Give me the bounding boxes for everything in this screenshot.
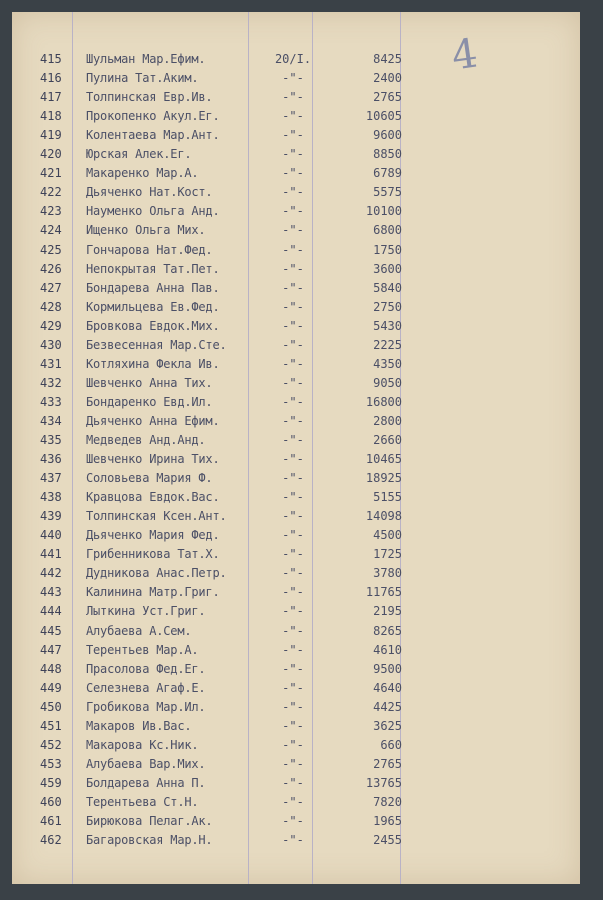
row-name: Кравцова Евдок.Вас. <box>86 490 220 505</box>
row-name: Гробикова Мар.Ил. <box>86 699 206 714</box>
row-name: Терентьева Ст.Н. <box>86 794 199 809</box>
row-amount: 10100 <box>365 204 402 219</box>
row-num: 428 <box>40 299 62 314</box>
row-num: 435 <box>40 433 62 447</box>
row-num: 441 <box>40 547 62 562</box>
table-row <box>12 831 412 850</box>
row-num: 436 <box>40 452 62 467</box>
row-amount: 16800 <box>365 394 402 409</box>
row-num: 426 <box>40 261 62 276</box>
row-name: Терентьев Мар.А. <box>86 642 199 657</box>
row-num: 444 <box>40 604 62 619</box>
row-num: 462 <box>40 833 62 848</box>
table-row <box>12 641 412 660</box>
row-date: -"- <box>282 775 304 790</box>
row-num: 432 <box>40 375 62 390</box>
table-row <box>12 202 412 221</box>
row-date: -"- <box>282 299 304 314</box>
row-amount: 1965 <box>373 814 402 828</box>
row-amount: 3780 <box>373 566 402 581</box>
row-date: -"- <box>282 280 304 295</box>
row-num: 424 <box>40 223 62 238</box>
row-date: -"- <box>282 699 304 714</box>
row-amount: 4500 <box>373 528 402 543</box>
table-row <box>12 564 412 583</box>
table-row <box>12 812 412 831</box>
row-amount: 8425 <box>373 52 402 66</box>
row-amount: 660 <box>380 737 402 752</box>
table-row <box>12 583 412 602</box>
row-num: 421 <box>40 166 62 181</box>
row-date: -"- <box>282 737 304 752</box>
table-row <box>12 183 412 202</box>
table-row <box>12 221 412 240</box>
row-num: 429 <box>40 318 62 333</box>
row-name: Дудникова Анас.Петр. <box>86 566 227 581</box>
row-date: -"- <box>282 185 304 200</box>
row-amount: 8265 <box>373 623 402 638</box>
table-row <box>12 660 412 679</box>
table-row <box>12 488 412 507</box>
row-amount: 2765 <box>373 756 402 771</box>
row-amount: 8850 <box>373 147 402 162</box>
table-row <box>12 736 412 755</box>
table-row <box>12 241 412 260</box>
row-date: -"- <box>282 490 304 505</box>
row-date: -"- <box>282 680 304 695</box>
row-num: 431 <box>40 356 62 371</box>
row-amount: 4610 <box>373 642 402 657</box>
row-num: 440 <box>40 528 62 543</box>
row-amount: 1750 <box>373 242 402 257</box>
row-name: Дьяченко Анна Ефим. <box>86 413 220 428</box>
row-amount: 13765 <box>365 775 402 790</box>
row-name: Лыткина Уст.Григ. <box>86 604 206 619</box>
row-name: Непокрытая Тат.Пет. <box>86 261 220 276</box>
table-row <box>12 298 412 317</box>
page-number-mark: 4 <box>448 30 481 80</box>
row-num: 430 <box>40 337 62 352</box>
row-num: 450 <box>40 699 62 714</box>
table-row <box>12 412 412 431</box>
table-row <box>12 698 412 717</box>
table-row <box>12 793 412 812</box>
row-amount: 2455 <box>373 833 402 848</box>
row-num: 445 <box>40 623 62 638</box>
row-date: -"- <box>282 718 304 733</box>
row-name: Кормильцева Ев.Фед. <box>86 299 220 314</box>
row-date: -"- <box>282 242 304 257</box>
row-name: Безвесенная Мар.Сте. <box>86 337 227 352</box>
row-date: -"- <box>282 204 304 219</box>
table-row <box>12 260 412 279</box>
row-num: 427 <box>40 280 62 295</box>
table-row <box>12 88 412 107</box>
row-amount: 6800 <box>373 223 402 238</box>
table-row <box>12 145 412 164</box>
row-name: Шевченко Ирина Тих. <box>86 452 220 467</box>
row-date: -"- <box>282 394 304 409</box>
row-num: 420 <box>40 147 62 162</box>
row-name: Прокопенко Акул.Ег. <box>86 109 220 124</box>
row-date: -"- <box>282 471 304 486</box>
table-row <box>12 374 412 393</box>
row-date: -"- <box>282 585 304 600</box>
row-amount: 2765 <box>373 90 402 105</box>
row-amount: 2195 <box>373 604 402 619</box>
row-date: -"- <box>282 318 304 333</box>
row-name: Колентаева Мар.Ант. <box>86 128 220 143</box>
row-name: Калинина Матр.Григ. <box>86 585 220 600</box>
row-name: Алубаева А.Сем. <box>86 623 192 638</box>
table-row <box>12 50 412 69</box>
row-amount: 2225 <box>373 337 402 352</box>
row-num: 448 <box>40 661 62 676</box>
row-name: Макарова Кс.Ник. <box>86 737 199 752</box>
row-name: Бирюкова Пелаг.Ак. <box>86 814 213 828</box>
row-date: -"- <box>282 661 304 676</box>
table-row <box>12 717 412 736</box>
row-name: Болдарева Анна П. <box>86 775 206 790</box>
table-row <box>12 755 412 774</box>
row-num: 447 <box>40 642 62 657</box>
row-date: 20/I. <box>274 52 312 66</box>
row-amount: 14098 <box>365 509 402 524</box>
row-amount: 5840 <box>373 280 402 295</box>
table-row <box>12 317 412 336</box>
table-row <box>12 469 412 488</box>
row-date: -"- <box>282 509 304 524</box>
row-name: Соловьева Мария Ф. <box>86 471 213 486</box>
row-name: Толпинская Евр.Ив. <box>86 90 213 105</box>
row-date: -"- <box>282 356 304 371</box>
row-name: Багаровская Мар.Н. <box>86 833 213 848</box>
document-sheet <box>12 12 580 884</box>
row-num: 439 <box>40 509 62 524</box>
table-row <box>12 164 412 183</box>
row-num: 442 <box>40 566 62 581</box>
row-num: 415 <box>40 52 62 66</box>
table-row <box>12 355 412 374</box>
row-name: Макаренко Мар.А. <box>86 166 199 181</box>
table-row <box>12 602 412 621</box>
row-date: -"- <box>282 547 304 562</box>
row-amount: 5575 <box>373 185 402 200</box>
row-num: 449 <box>40 680 62 695</box>
row-name: Алубаева Вар.Мих. <box>86 756 206 771</box>
row-name: Бондаренко Евд.Ил. <box>86 394 213 409</box>
row-amount: 3600 <box>373 261 402 276</box>
row-num: 437 <box>40 471 62 486</box>
row-name: Дьяченко Нат.Кост. <box>86 185 213 200</box>
row-num: 425 <box>40 242 62 257</box>
row-name: Юрская Алек.Ег. <box>86 147 192 162</box>
row-num: 452 <box>40 737 62 752</box>
row-amount: 10465 <box>365 452 402 467</box>
row-num: 443 <box>40 585 62 600</box>
row-name: Макаров Ив.Вас. <box>86 718 192 733</box>
row-amount: 3625 <box>373 718 402 733</box>
row-name: Котляхина Фекла Ив. <box>86 356 220 371</box>
row-name: Ищенко Ольга Мих. <box>86 223 206 238</box>
row-num: 459 <box>40 775 62 790</box>
row-name: Науменко Ольга Анд. <box>86 204 220 219</box>
row-amount: 2750 <box>373 299 402 314</box>
row-name: Толпинская Ксен.Ант. <box>86 509 227 524</box>
row-amount: 18925 <box>365 471 402 486</box>
row-name: Шульман Мар.Ефим. <box>86 52 206 66</box>
row-date: -"- <box>282 337 304 352</box>
row-amount: 11765 <box>365 585 402 600</box>
row-date: -"- <box>282 833 304 848</box>
table-row <box>12 279 412 298</box>
row-date: -"- <box>282 261 304 276</box>
row-num: 438 <box>40 490 62 505</box>
row-date: -"- <box>282 814 304 828</box>
row-amount: 10605 <box>365 109 402 124</box>
table-row <box>12 69 412 88</box>
row-num: 451 <box>40 718 62 733</box>
row-name: Бондарева Анна Пав. <box>86 280 220 295</box>
table-row <box>12 107 412 126</box>
row-date: -"- <box>282 433 304 447</box>
row-date: -"- <box>282 375 304 390</box>
row-amount: 9500 <box>373 661 402 676</box>
row-num: 418 <box>40 109 62 124</box>
table-row <box>12 336 412 355</box>
row-num: 416 <box>40 71 62 86</box>
row-amount: 5430 <box>373 318 402 333</box>
row-amount: 6789 <box>373 166 402 181</box>
row-amount: 7820 <box>373 794 402 809</box>
table-row <box>12 774 412 793</box>
row-amount: 9600 <box>373 128 402 143</box>
row-name: Пулина Тат.Аким. <box>86 71 199 86</box>
row-num: 453 <box>40 756 62 771</box>
row-amount: 4425 <box>373 699 402 714</box>
row-amount: 2660 <box>373 433 402 447</box>
table-row <box>12 545 412 564</box>
row-name: Селезнева Агаф.Е. <box>86 680 206 695</box>
row-amount: 2800 <box>373 413 402 428</box>
row-name: Грибенникова Тат.Х. <box>86 547 220 562</box>
row-amount: 4640 <box>373 680 402 695</box>
row-date: -"- <box>282 166 304 181</box>
row-num: 423 <box>40 204 62 219</box>
row-amount: 1725 <box>373 547 402 562</box>
row-num: 422 <box>40 185 62 200</box>
row-date: -"- <box>282 452 304 467</box>
table-row <box>12 431 412 450</box>
row-date: -"- <box>282 623 304 638</box>
row-name: Гончарова Нат.Фед. <box>86 242 213 257</box>
table-row <box>12 622 412 641</box>
row-num: 434 <box>40 413 62 428</box>
table-row <box>12 507 412 526</box>
row-name: Прасолова Фед.Ег. <box>86 661 206 676</box>
row-num: 433 <box>40 394 62 409</box>
row-amount: 2400 <box>373 71 402 86</box>
table-row <box>12 126 412 145</box>
row-amount: 9050 <box>373 375 402 390</box>
row-date: -"- <box>282 90 304 105</box>
row-date: -"- <box>282 223 304 238</box>
row-date: -"- <box>282 642 304 657</box>
row-name: Медведев Анд.Анд. <box>86 433 206 447</box>
row-num: 460 <box>40 794 62 809</box>
row-num: 417 <box>40 90 62 105</box>
row-name: Шевченко Анна Тих. <box>86 375 213 390</box>
row-amount: 5155 <box>373 490 402 505</box>
row-date: -"- <box>282 604 304 619</box>
table-row <box>12 679 412 698</box>
row-date: -"- <box>282 794 304 809</box>
table-row <box>12 526 412 545</box>
row-date: -"- <box>282 528 304 543</box>
table-row <box>12 393 412 412</box>
row-name: Дьяченко Мария Фед. <box>86 528 220 543</box>
row-num: 419 <box>40 128 62 143</box>
row-date: -"- <box>282 128 304 143</box>
row-num: 461 <box>40 814 62 828</box>
row-amount: 4350 <box>373 356 402 371</box>
row-date: -"- <box>282 756 304 771</box>
row-date: -"- <box>282 71 304 86</box>
row-name: Бровкова Евдок.Мих. <box>86 318 220 333</box>
row-date: -"- <box>282 566 304 581</box>
table-row <box>12 450 412 469</box>
row-date: -"- <box>282 413 304 428</box>
row-date: -"- <box>282 147 304 162</box>
row-date: -"- <box>282 109 304 124</box>
